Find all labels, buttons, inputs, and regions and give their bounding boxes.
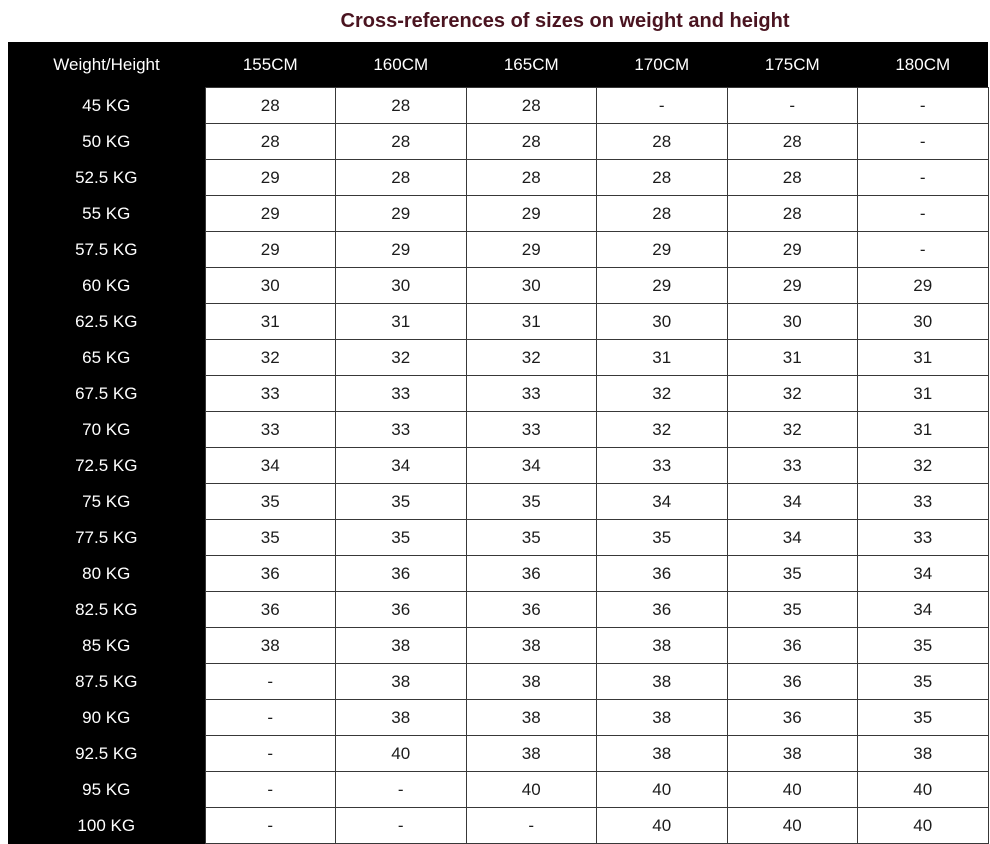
size-value-cell: 31 (858, 412, 989, 448)
size-value-cell: 28 (336, 88, 467, 124)
size-value-cell: 33 (205, 376, 336, 412)
weight-label-cell: 87.5 KG (8, 664, 205, 700)
size-value-cell: 29 (205, 196, 336, 232)
size-value-cell: - (205, 664, 336, 700)
weight-label-cell: 82.5 KG (8, 592, 205, 628)
size-table (8, 42, 989, 844)
size-value-cell: 29 (858, 268, 989, 304)
size-value-cell: 28 (336, 160, 467, 196)
size-value-cell: 38 (336, 664, 467, 700)
size-value-cell: 38 (466, 628, 597, 664)
size-value-cell: 33 (336, 412, 467, 448)
size-value-cell: 35 (466, 520, 597, 556)
size-value-cell: 32 (205, 340, 336, 376)
table-row (8, 448, 988, 484)
size-value-cell: 35 (205, 520, 336, 556)
weight-label-cell: 90 KG (8, 700, 205, 736)
size-value-cell: 36 (205, 592, 336, 628)
size-value-cell: 40 (858, 808, 989, 844)
size-value-cell: 28 (727, 124, 858, 160)
size-value-cell: 36 (466, 592, 597, 628)
size-value-cell: 35 (336, 484, 467, 520)
table-row (8, 592, 988, 628)
size-value-cell: 32 (727, 376, 858, 412)
size-value-cell: 29 (466, 232, 597, 268)
size-value-cell: 36 (466, 556, 597, 592)
size-value-cell: 34 (336, 448, 467, 484)
size-value-cell: - (858, 196, 989, 232)
size-value-cell: 38 (336, 700, 467, 736)
size-value-cell: 36 (727, 628, 858, 664)
weight-label-cell: 75 KG (8, 484, 205, 520)
size-value-cell: 35 (205, 484, 336, 520)
weight-label-cell: 57.5 KG (8, 232, 205, 268)
size-value-cell: 31 (466, 304, 597, 340)
size-value-cell: 36 (597, 592, 728, 628)
size-value-cell: 31 (336, 304, 467, 340)
weight-label-cell: 77.5 KG (8, 520, 205, 556)
weight-label-cell: 67.5 KG (8, 376, 205, 412)
column-header-cell: 170CM (597, 42, 728, 88)
table-row (8, 124, 988, 160)
size-value-cell: 35 (336, 520, 467, 556)
size-value-cell: 35 (466, 484, 597, 520)
table-row (8, 268, 988, 304)
size-value-cell: 33 (205, 412, 336, 448)
table-row (8, 196, 988, 232)
weight-label-cell: 100 KG (8, 808, 205, 844)
table-row (8, 772, 988, 808)
size-value-cell: 38 (597, 628, 728, 664)
size-value-cell: 29 (466, 196, 597, 232)
size-value-cell: 40 (466, 772, 597, 808)
table-row (8, 412, 988, 448)
size-value-cell: 33 (466, 376, 597, 412)
size-value-cell: 33 (858, 484, 989, 520)
table-row (8, 808, 988, 844)
size-value-cell: - (205, 736, 336, 772)
size-value-cell: 33 (597, 448, 728, 484)
size-value-cell: 30 (597, 304, 728, 340)
size-value-cell: 33 (336, 376, 467, 412)
weight-label-cell: 62.5 KG (8, 304, 205, 340)
weight-label-cell: 45 KG (8, 88, 205, 124)
size-value-cell: 28 (597, 196, 728, 232)
size-value-cell: 31 (858, 340, 989, 376)
size-value-cell: 40 (727, 772, 858, 808)
size-value-cell: 35 (858, 664, 989, 700)
size-value-cell: 40 (597, 808, 728, 844)
size-value-cell: 28 (727, 160, 858, 196)
size-value-cell: - (336, 808, 467, 844)
weight-label-cell: 50 KG (8, 124, 205, 160)
size-value-cell: 28 (466, 124, 597, 160)
size-value-cell: 29 (727, 232, 858, 268)
table-row (8, 736, 988, 772)
size-value-cell: 38 (466, 700, 597, 736)
table-row (8, 232, 988, 268)
column-header-cell: 180CM (858, 42, 989, 88)
size-value-cell: - (205, 808, 336, 844)
size-value-cell: 28 (205, 88, 336, 124)
size-value-cell: 38 (466, 736, 597, 772)
size-value-cell: 40 (336, 736, 467, 772)
table-row (8, 304, 988, 340)
size-value-cell: 40 (597, 772, 728, 808)
size-value-cell: 38 (727, 736, 858, 772)
size-value-cell: 29 (597, 232, 728, 268)
size-value-cell: - (727, 88, 858, 124)
size-value-cell: 28 (466, 160, 597, 196)
size-value-cell: 32 (858, 448, 989, 484)
size-value-cell: 40 (858, 772, 989, 808)
column-header-cell: 155CM (205, 42, 336, 88)
size-value-cell: 29 (205, 160, 336, 196)
weight-label-cell: 70 KG (8, 412, 205, 448)
size-value-cell: 34 (858, 592, 989, 628)
size-value-cell: 31 (858, 376, 989, 412)
size-value-cell: 28 (597, 160, 728, 196)
size-value-cell: 28 (727, 196, 858, 232)
size-value-cell: 31 (205, 304, 336, 340)
corner-header-cell: Weight/Height (8, 42, 205, 88)
size-value-cell: 29 (205, 232, 336, 268)
size-value-cell: - (205, 700, 336, 736)
size-value-cell: 32 (597, 376, 728, 412)
weight-label-cell: 65 KG (8, 340, 205, 376)
size-value-cell: 35 (858, 700, 989, 736)
size-value-cell: 29 (727, 268, 858, 304)
size-value-cell: 32 (727, 412, 858, 448)
size-value-cell: 31 (727, 340, 858, 376)
size-value-cell: 34 (727, 484, 858, 520)
size-value-cell: 28 (205, 124, 336, 160)
size-value-cell: 33 (858, 520, 989, 556)
table-body (8, 88, 988, 844)
size-value-cell: 28 (597, 124, 728, 160)
column-header-cell: 165CM (466, 42, 597, 88)
size-value-cell: 38 (466, 664, 597, 700)
table-row (8, 376, 988, 412)
weight-label-cell: 52.5 KG (8, 160, 205, 196)
size-value-cell: 36 (336, 556, 467, 592)
table-row (8, 484, 988, 520)
weight-label-cell: 60 KG (8, 268, 205, 304)
size-value-cell: 31 (597, 340, 728, 376)
size-value-cell: - (336, 772, 467, 808)
size-value-cell: 32 (466, 340, 597, 376)
weight-label-cell: 72.5 KG (8, 448, 205, 484)
size-value-cell: 30 (858, 304, 989, 340)
weight-label-cell: 80 KG (8, 556, 205, 592)
size-value-cell: 35 (727, 592, 858, 628)
table-row (8, 628, 988, 664)
size-value-cell: 38 (336, 628, 467, 664)
size-value-cell: 38 (597, 664, 728, 700)
size-value-cell: 32 (597, 412, 728, 448)
size-value-cell: - (597, 88, 728, 124)
size-value-cell: 30 (466, 268, 597, 304)
table-row (8, 160, 988, 196)
page-title: Cross-references of sizes on weight and height (340, 10, 790, 32)
table-row (8, 340, 988, 376)
size-value-cell: - (858, 160, 989, 196)
size-value-cell: 30 (336, 268, 467, 304)
header-row (8, 42, 988, 88)
size-value-cell: - (858, 124, 989, 160)
size-value-cell: 33 (466, 412, 597, 448)
weight-label-cell: 95 KG (8, 772, 205, 808)
size-value-cell: 35 (597, 520, 728, 556)
size-value-cell: 29 (336, 196, 467, 232)
weight-label-cell: 85 KG (8, 628, 205, 664)
size-value-cell: 29 (336, 232, 467, 268)
weight-label-cell: 92.5 KG (8, 736, 205, 772)
size-value-cell: 34 (727, 520, 858, 556)
size-value-cell: 34 (205, 448, 336, 484)
size-value-cell: 38 (597, 700, 728, 736)
size-value-cell: 35 (858, 628, 989, 664)
size-value-cell: - (205, 772, 336, 808)
table-row (8, 700, 988, 736)
size-value-cell: 36 (727, 664, 858, 700)
size-value-cell: 34 (466, 448, 597, 484)
size-value-cell: - (466, 808, 597, 844)
table-row (8, 664, 988, 700)
size-value-cell: - (858, 88, 989, 124)
size-value-cell: 38 (205, 628, 336, 664)
size-value-cell: 29 (597, 268, 728, 304)
size-value-cell: 32 (336, 340, 467, 376)
size-value-cell: 38 (858, 736, 989, 772)
table-row (8, 520, 988, 556)
size-value-cell: 35 (727, 556, 858, 592)
size-value-cell: 34 (597, 484, 728, 520)
size-value-cell: 28 (466, 88, 597, 124)
weight-label-cell: 55 KG (8, 196, 205, 232)
size-value-cell: 36 (205, 556, 336, 592)
size-value-cell: - (858, 232, 989, 268)
size-value-cell: 36 (597, 556, 728, 592)
size-value-cell: 33 (727, 448, 858, 484)
size-value-cell: 40 (727, 808, 858, 844)
column-header-cell: 175CM (727, 42, 858, 88)
size-value-cell: 30 (205, 268, 336, 304)
size-value-cell: 28 (336, 124, 467, 160)
table-row (8, 88, 988, 124)
size-value-cell: 30 (727, 304, 858, 340)
size-value-cell: 38 (597, 736, 728, 772)
table-row (8, 556, 988, 592)
size-value-cell: 34 (858, 556, 989, 592)
column-header-cell: 160CM (336, 42, 467, 88)
size-value-cell: 36 (727, 700, 858, 736)
size-value-cell: 36 (336, 592, 467, 628)
